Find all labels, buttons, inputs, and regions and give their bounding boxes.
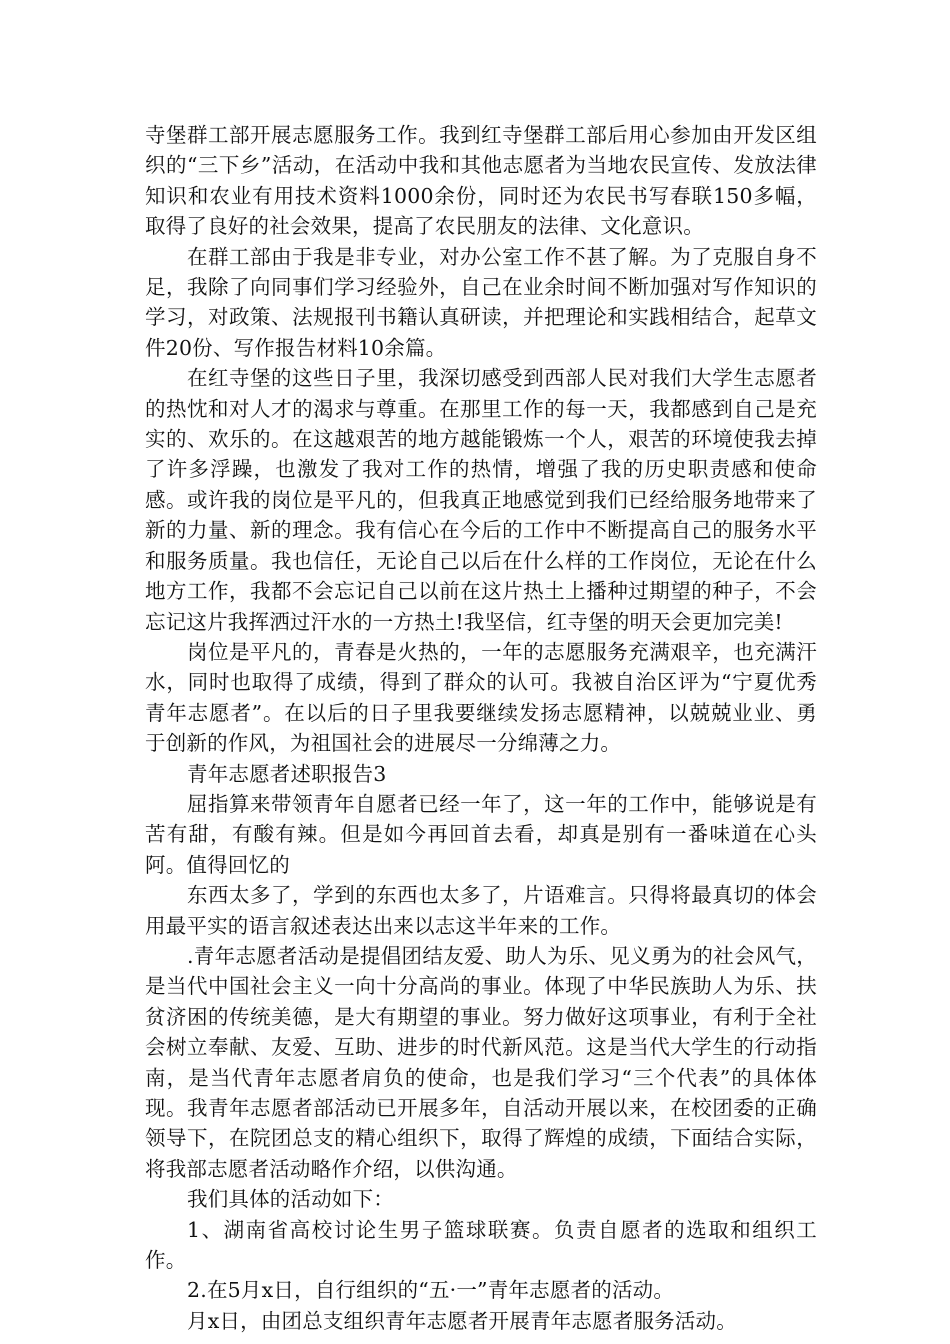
paragraph: 屈指算来带领青年自愿者已经一年了，这一年的工作中，能够说是有苦有甜，有酸有辣。但是如今再回首去看，却真是别有一番味道在心头阿。值得回忆的 (145, 791, 817, 877)
paragraph: 在群工部由于我是非专业，对办公室工作不甚了解。为了克服自身不足，我除了向同事们学习经验外，自己在业余时间不断加强对写作知识的学习，对政策、法规报刊书籍认真研读，并把理论和实践相结合，起草文件20份、写作报告材料10余篇。 (145, 244, 817, 360)
section-heading: 青年志愿者述职报告3 (187, 761, 387, 786)
paragraph: 东西太多了，学到的东西也太多了，片语难言。只得将最真切的体会用最平实的语言叙述表达出来以志这半年来的工作。 (145, 883, 817, 938)
list-item: 1、湖南省高校讨论生男子篮球联赛。负责自愿者的选取和组织工作。 (145, 1217, 817, 1273)
paragraph: .青年志愿者活动是提倡团结友爱、助人为乐、见义勇为的社会风气，是当代中国社会主义一向十分高尚的事业。体现了中华民族助人为乐、扶贫济困的传统美德，是大有期望的事业。努力做好这项事业，有利于全社会树立奉献、友爱、互助、进步的时代新风范。这是当代大学生的行动指南，是当代青年志愿者肩负的使命，也是我们学习“三个代表”的具体体现。我青年志愿者部活动已开展多年，自活动开展以来，在校团委的正确领导下，在院团总支的精心组织下，取得了辉煌的成绩，下面结合实际，将我部志愿者活动略作介绍，以供沟通。 (145, 943, 817, 1181)
list-item: 月x日，由团总支组织青年志愿者开展青年志愿者服务活动。 (187, 1308, 737, 1333)
paragraph: 我们具体的活动如下： (187, 1187, 394, 1212)
document-body (145, 120, 817, 1336)
paragraph: 寺堡群工部开展志愿服务工作。我到红寺堡群工部后用心参加由开发区组织的“三下乡”活动，在活动中我和其他志愿者为当地农民宣传、发放法律知识和农业有用技术资料1000余份，同时还为农民书写春联150多幅，取得了良好的社会效果，提高了农民朋友的法律、文化意识。 (145, 123, 817, 239)
list-item: 2.在5月x日，自行组织的“五·一”青年志愿者的活动。 (187, 1278, 675, 1303)
paragraph: 在红寺堡的这些日子里，我深切感受到西部人民对我们大学生志愿者的热忱和对人才的渴求与尊重。在那里工作的每一天，我都感到自己是充实的、欢乐的。在这越艰苦的地方越能锻炼一个人，艰苦的环境使我去掉了许多浮躁，也激发了我对工作的热情，增强了我的历史职责感和使命感。或许我的岗位是平凡的，但我真正地感觉到我们已经给服务地带来了新的力量、新的理念。我有信心在今后的工作中不断提高自己的服务水平和服务质量。我也信任，无论自己以后在什么样的工作岗位，无论在什么地方工作，我都不会忘记自己以前在这片热土上播种过期望的种子，不会忘记这片我挥洒过汗水的一方热土!我坚信，红寺堡的明天会更加完美! (145, 366, 817, 634)
paragraph: 岗位是平凡的，青春是火热的，一年的志愿服务充满艰辛，也充满汗水，同时也取得了成绩，得到了群众的认可。我被自治区评为“宁夏优秀青年志愿者”。在以后的日子里我要继续发扬志愿精神，以兢兢业业、勇于创新的作风，为祖国社会的进展尽一分绵薄之力。 (145, 639, 817, 756)
